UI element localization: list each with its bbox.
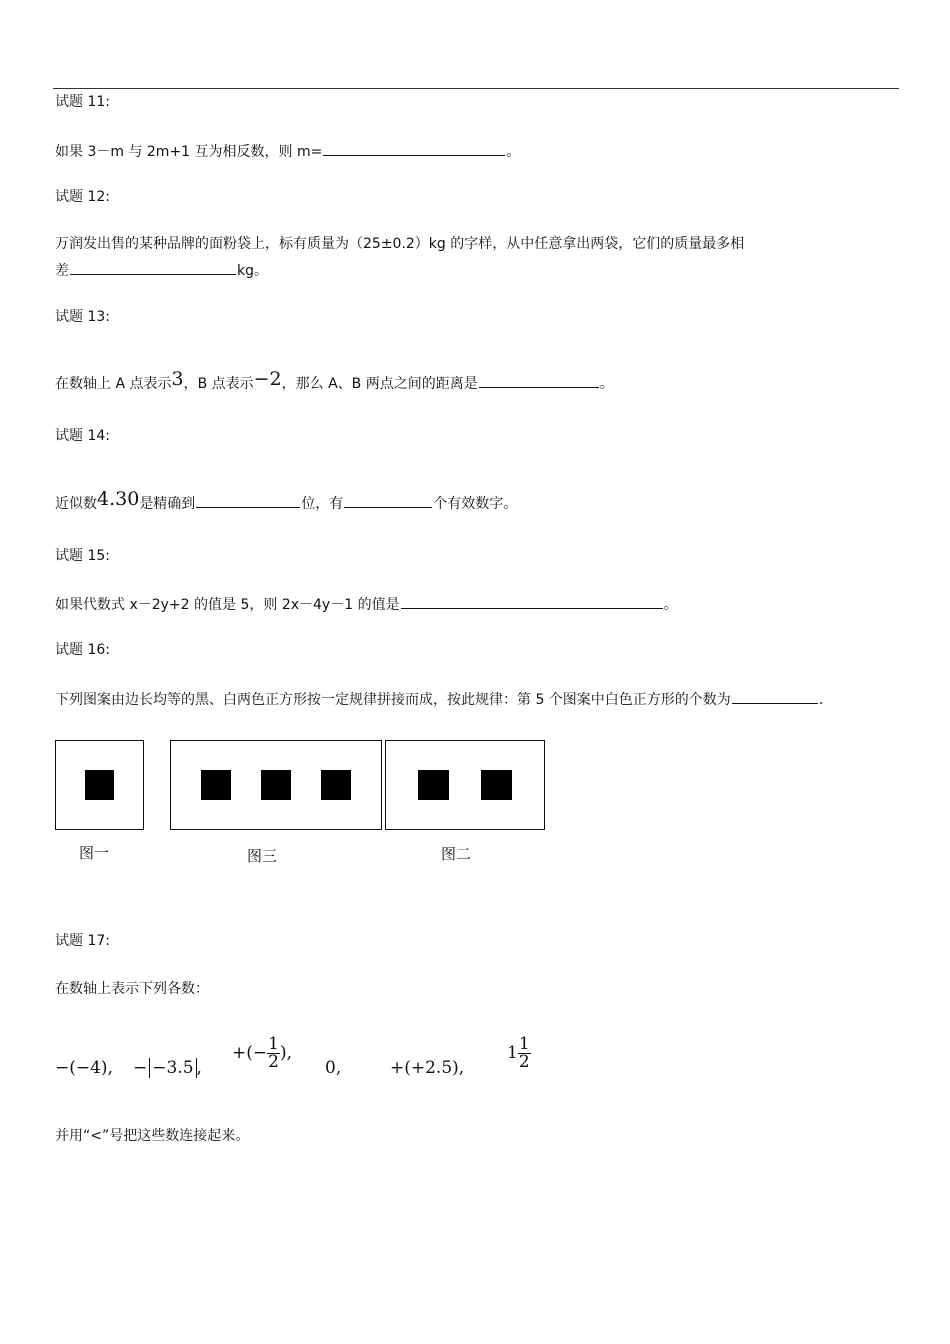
q14-text [55, 490, 517, 513]
q17-expr-3-open: +(− [232, 1043, 268, 1063]
figure-3-caption: 图三 [247, 847, 278, 865]
white-square [114, 770, 143, 800]
q17-expr-2-abs: −3.5 [149, 1058, 196, 1078]
q12-title: 试题 12: [55, 189, 110, 205]
q14-text-d: 个有效数字。 [433, 496, 518, 512]
white-square [56, 770, 86, 800]
q17-expr-4: 0, [325, 1058, 342, 1078]
q17-expr-6-fraction [518, 1036, 531, 1071]
q17-expr-3-fraction [267, 1036, 280, 1071]
q17-expr-5: +(+2.5), [390, 1058, 465, 1078]
white-square [449, 800, 482, 829]
q13-title: 试题 13: [55, 309, 110, 325]
q12-answer-blank[interactable] [70, 260, 236, 275]
q12-line1: 万润发出售的某种品牌的面粉袋上，标有质量为（25±0.2）kg 的字样，从中任意拿出两袋，它们的质量最多相 [55, 236, 745, 252]
white-square [481, 800, 514, 829]
q13-text-d: 。 [599, 376, 614, 392]
q11-answer-blank[interactable] [323, 141, 505, 156]
figure-2-caption: 图二 [441, 845, 472, 863]
white-square [291, 800, 322, 829]
black-square [85, 770, 115, 800]
white-square [418, 741, 451, 771]
q17-expr-2-sign: − [133, 1058, 148, 1078]
q14-text-b: 是精确到 [139, 496, 196, 512]
figure-1-pattern [55, 740, 144, 830]
black-square [201, 770, 232, 800]
q13-text-c: ，那么 A、B 两点之间的距离是 [281, 376, 478, 392]
white-square [386, 770, 419, 800]
q15-text-a: 如果代数式 x－2y+2 的值是 5，则 2x－4y－1 的值是 [55, 597, 400, 613]
q17-expr-6 [507, 1036, 531, 1071]
white-square [386, 800, 419, 829]
white-square [321, 800, 352, 829]
q11-text-b: 。 [506, 144, 521, 160]
q17-expr-6-numerator: 1 [518, 1034, 530, 1054]
q13-text [55, 370, 614, 393]
white-square [201, 800, 232, 829]
white-square [291, 770, 322, 800]
white-square [201, 741, 232, 771]
white-square [351, 800, 381, 829]
q17-expr-3-numerator: 1 [268, 1034, 279, 1054]
q16-text-b: . [818, 692, 824, 708]
black-square [481, 770, 514, 800]
white-square [449, 741, 482, 771]
white-square [56, 800, 86, 829]
white-square [114, 800, 143, 829]
white-square [291, 741, 322, 771]
q13-text-b: ，B 点表示 [183, 376, 254, 392]
q13-value-a: 3 [171, 368, 184, 390]
q14-title: 试题 14: [55, 428, 110, 444]
q14-number: 4.30 [97, 488, 140, 510]
white-square [85, 800, 115, 829]
q13-value-b: −2 [253, 368, 282, 390]
q15-text [55, 594, 678, 614]
white-square [386, 741, 419, 771]
figure-1-caption: 图一 [79, 844, 110, 862]
black-square [261, 770, 292, 800]
q12-line2 [55, 260, 268, 280]
white-square [512, 770, 544, 800]
q16-answer-blank[interactable] [732, 689, 818, 704]
q17-expr-6-whole: 1 [507, 1043, 518, 1063]
white-square [171, 800, 202, 829]
white-square [481, 741, 514, 771]
q16-text [55, 689, 823, 709]
black-square [418, 770, 451, 800]
white-square [449, 770, 482, 800]
q17-expr-2-comma: , [196, 1058, 202, 1078]
q17-expr-3-denominator: 2 [268, 1052, 279, 1072]
top-rule [53, 88, 899, 89]
q12-line2-a: 差 [55, 263, 69, 279]
figure-2-pattern [385, 740, 545, 830]
q17-title: 试题 17: [55, 933, 110, 949]
white-square [261, 800, 292, 829]
white-square [261, 741, 292, 771]
q16-text-a: 下列图案由边长均等的黑、白两色正方形按一定规律拼接而成，按此规律：第 5 个图案中白色正方形的个数为 [55, 692, 731, 708]
white-square [351, 741, 381, 771]
white-square [418, 800, 451, 829]
figure-3-pattern [170, 740, 382, 830]
white-square [171, 770, 202, 800]
q17-expr-3-close: ), [279, 1043, 292, 1063]
q17-expr-6-denominator: 2 [518, 1052, 530, 1072]
white-square [321, 741, 352, 771]
q12-line2-b: kg。 [237, 263, 268, 279]
white-square [56, 741, 86, 771]
q11-text-a: 如果 3－m 与 2m+1 互为相反数，则 m= [55, 144, 323, 160]
white-square [231, 741, 262, 771]
q17-text: 在数轴上表示下列各数： [55, 981, 209, 997]
q14-answer-blank-1[interactable] [196, 493, 300, 508]
q14-text-c: 位，有 [301, 496, 344, 512]
q14-text-a: 近似数 [55, 496, 97, 512]
q14-answer-blank-2[interactable] [344, 493, 432, 508]
q17-expr-1: −(−4), [55, 1058, 113, 1078]
q13-answer-blank[interactable] [479, 373, 599, 388]
white-square [512, 800, 544, 829]
q17-expr-2 [133, 1058, 202, 1078]
white-square [231, 800, 262, 829]
white-square [231, 770, 262, 800]
q16-title: 试题 16: [55, 642, 110, 658]
q11-title: 试题 11: [55, 94, 110, 110]
q11-text [55, 141, 520, 161]
white-square [512, 741, 544, 771]
q15-title: 试题 15: [55, 548, 110, 564]
black-square [321, 770, 352, 800]
q15-answer-blank[interactable] [401, 594, 663, 609]
q15-text-b: 。 [663, 597, 678, 613]
q17-footer: 并用“<”号把这些数连接起来。 [55, 1128, 250, 1144]
white-square [351, 770, 381, 800]
white-square [171, 741, 202, 771]
q17-expr-3 [232, 1036, 292, 1071]
q13-text-a: 在数轴上 A 点表示 [55, 376, 172, 392]
white-square [85, 741, 115, 771]
white-square [114, 741, 143, 771]
